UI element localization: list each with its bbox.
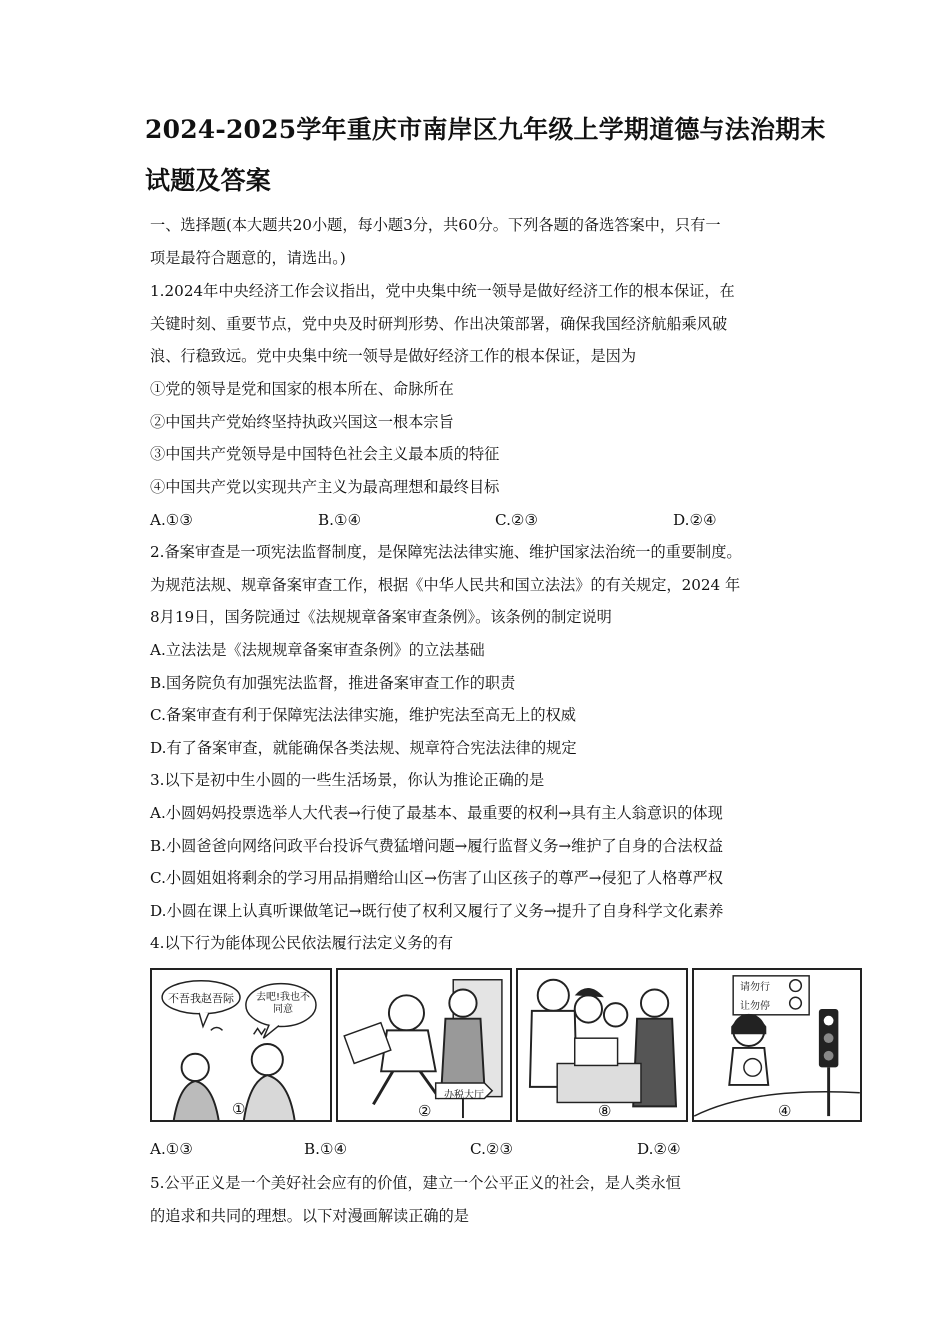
q1-item-3: ③中国共产党领导是中国特色社会主义最本质的特征 <box>150 445 500 463</box>
q1-stem-line-1: 1.2024年中央经济工作会议指出，党中央集中统一领导是做好经济工作的根本保证，在 <box>150 282 735 300</box>
doc-title-line-1: 2024-2025学年重庆市南岸区九年级上学期道德与法治期末 <box>145 115 826 144</box>
q5-stem-line-2: 的追求和共同的理想。以下对漫画解读正确的是 <box>150 1207 469 1225</box>
comic-panel-2 <box>336 968 512 1122</box>
q5-stem-line-1: 5.公平正义是一个美好社会应有的价值，建立一个公平正义的社会，是人类永恒 <box>150 1174 681 1192</box>
q1-option-b: B.①④ <box>318 511 362 529</box>
q3-option-c: C.小圆姐姐将剩余的学习用品捐赠给山区→伤害了山区孩子的尊严→侵犯了人格尊严权 <box>150 869 723 887</box>
comic-panel-4-drawing <box>694 970 860 1120</box>
q1-item-2: ②中国共产党始终坚持执政兴国这一根本宗旨 <box>150 413 454 431</box>
q1-stem-line-2: 关键时刻、重要节点，党中央及时研判形势、作出决策部署，确保我国经济航船乘风破 <box>150 315 728 333</box>
q4-comic-strip <box>150 968 862 1122</box>
q4-option-d: D.②④ <box>637 1140 681 1158</box>
q1-option-c: C.②③ <box>495 511 539 529</box>
comic-p2-number: ② <box>418 1102 432 1120</box>
q2-stem-line-3: 8月19日，国务院通过《法规规章备案审查条例》。该条例的制定说明 <box>150 608 612 626</box>
comic-panel-1 <box>150 968 332 1122</box>
q3-option-d: D.小圆在课上认真听课做笔记→既行使了权利又履行了义务→提升了自身科学文化素养 <box>150 902 724 920</box>
q1-item-1: ①党的领导是党和国家的根本所在、命脉所在 <box>150 380 454 398</box>
comic-panel-3-drawing <box>518 970 686 1120</box>
comic-p4-number: ④ <box>778 1102 792 1120</box>
q2-stem-line-2: 为规范法规、规章备案审查工作，根据《中华人民共和国立法法》的有关规定，2024 年 <box>150 576 741 594</box>
section-heading-line-1: 一、选择题(本大题共20小题，每小题3分，共60分。下列各题的备选答案中，只有一 <box>150 216 721 234</box>
doc-title-line-2: 试题及答案 <box>145 166 272 195</box>
q3-option-a: A.小圆妈妈投票选举人大代表→行使了最基本、最重要的权利→具有主人翁意识的体现 <box>150 804 723 822</box>
comic-p1-number: ① <box>232 1100 246 1118</box>
q4-option-b: B.①④ <box>304 1140 348 1158</box>
comic-p2-sign: 办税大厅 <box>444 1090 484 1101</box>
q4-stem: 4.以下行为能体现公民依法履行法定义务的有 <box>150 934 454 952</box>
comic-p1-bubble-1: 不吾我赵吾际 <box>168 992 234 1005</box>
q1-item-4: ④中国共产党以实现共产主义为最高理想和最终目标 <box>150 478 500 496</box>
q4-option-a: A.①③ <box>150 1140 194 1158</box>
q3-option-b: B.小圆爸爸向网络问政平台投诉气费猛增问题→履行监督义务→维护了自身的合法权益 <box>150 837 724 855</box>
q2-option-c: C.备案审查有利于保障宪法法律实施，维护宪法至高无上的权威 <box>150 706 576 724</box>
q1-option-d: D.②④ <box>673 511 717 529</box>
section-heading-line-2: 项是最符合题意的，请选出。) <box>150 249 346 267</box>
comic-panel-2-drawing <box>338 970 510 1120</box>
q3-stem: 3.以下是初中生小圆的一些生活场景，你认为推论正确的是 <box>150 771 545 789</box>
comic-panel-4 <box>692 968 862 1122</box>
comic-p3-number: ⑧ <box>598 1102 612 1120</box>
comic-p1-bubble-2: 去吧!我也不同意 <box>256 992 311 1015</box>
q1-stem-line-3: 浪、行稳致远。党中央集中统一领导是做好经济工作的根本保证，是因为 <box>150 347 636 365</box>
q2-option-a: A.立法法是《法规规章备案审查条例》的立法基础 <box>150 641 485 659</box>
q2-stem-line-1: 2.备案审查是一项宪法监督制度，是保障宪法法律实施、维护国家法治统一的重要制度。 <box>150 543 742 561</box>
comic-p4-sign-1: 请勿行 <box>740 982 770 993</box>
q4-option-c: C.②③ <box>470 1140 514 1158</box>
q2-option-b: B.国务院负有加强宪法监督，推进备案审查工作的职责 <box>150 674 516 692</box>
q1-option-a: A.①③ <box>150 511 194 529</box>
q2-option-d: D.有了备案审查，就能确保各类法规、规章符合宪法法律的规定 <box>150 739 577 757</box>
comic-p4-sign-2: 让勿停 <box>740 1001 770 1012</box>
comic-panel-3 <box>516 968 688 1122</box>
